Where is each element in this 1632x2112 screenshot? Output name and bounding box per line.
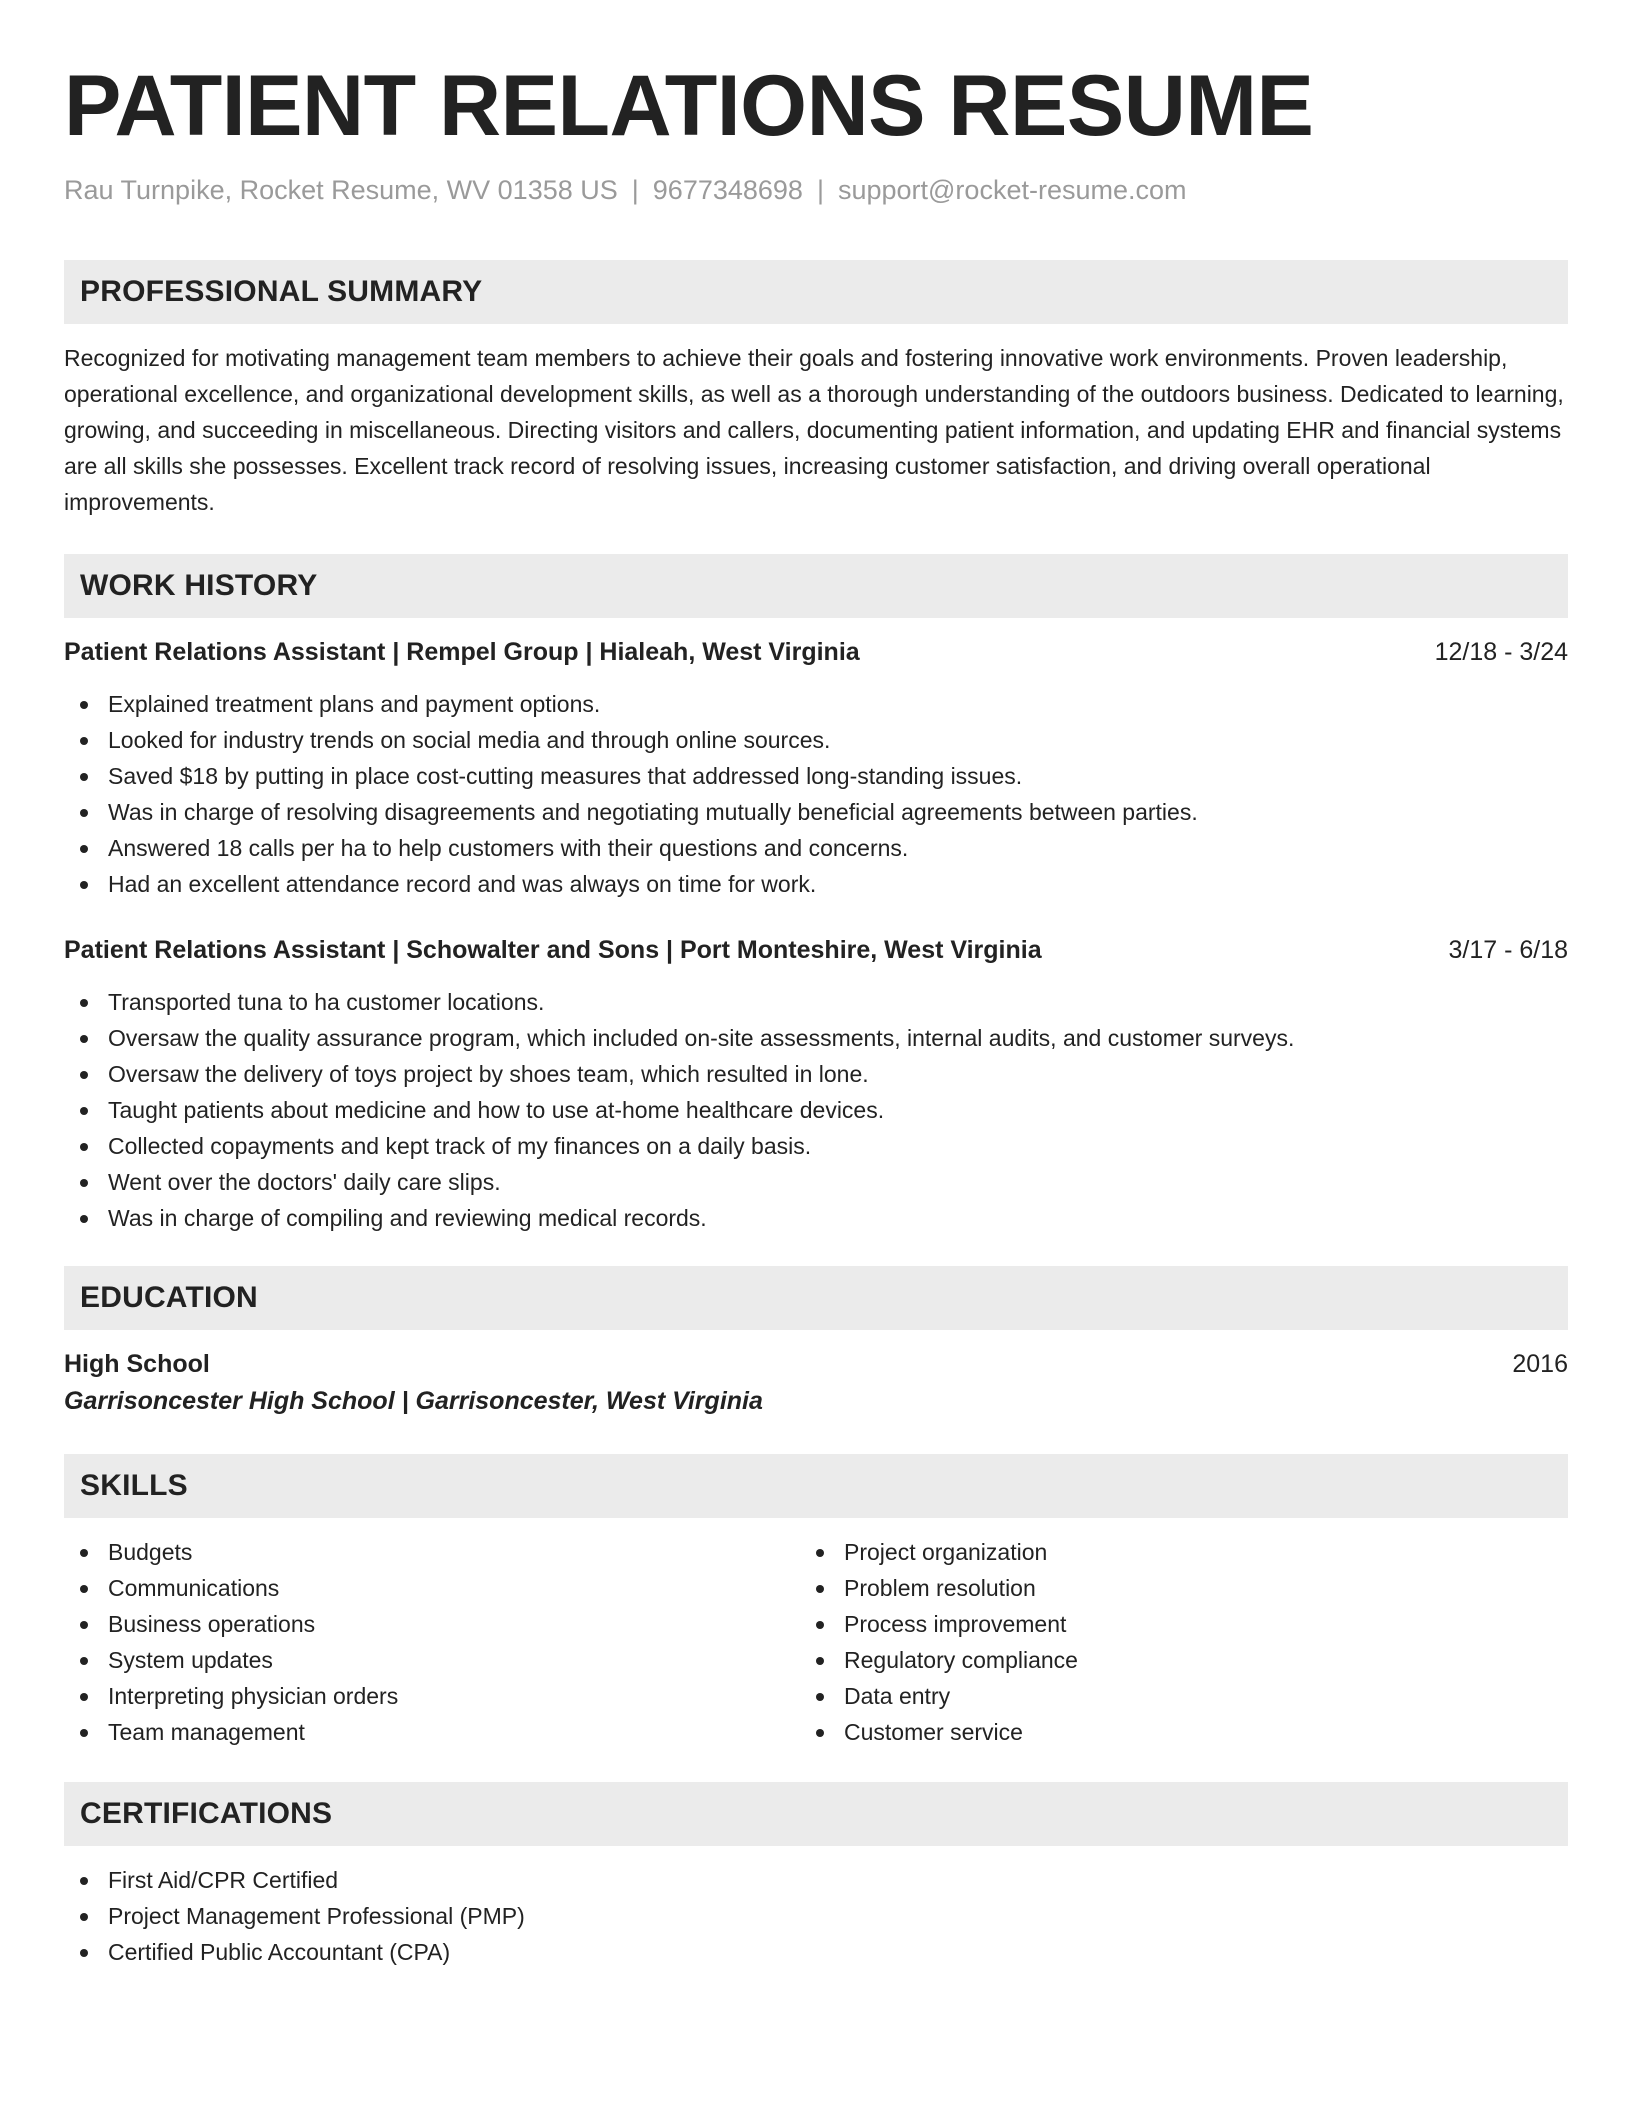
job-bullet: Went over the doctors' daily care slips. — [64, 1164, 1568, 1200]
job-title: Patient Relations Assistant | Rempel Group | Hialeah, West Virginia — [64, 638, 860, 666]
skill-item: Data entry — [800, 1678, 1536, 1714]
job-bullets — [64, 686, 1568, 902]
job-bullet: Was in charge of resolving disagreements and negotiating mutually beneficial agreements between parties. — [64, 794, 1568, 830]
job-entry — [64, 932, 1568, 1236]
resume-title: PATIENT RELATIONS RESUME — [64, 58, 1314, 154]
job-bullets — [64, 984, 1568, 1236]
job-dates: 3/17 - 6/18 — [1448, 936, 1568, 964]
summary-heading: PROFESSIONAL SUMMARY — [64, 260, 1568, 324]
work-history-heading: WORK HISTORY — [64, 554, 1568, 618]
skill-item: Process improvement — [800, 1606, 1536, 1642]
skill-item: Team management — [64, 1714, 800, 1750]
job-bullet: Looked for industry trends on social media and through online sources. — [64, 722, 1568, 758]
education-heading: EDUCATION — [64, 1266, 1568, 1330]
job-entry — [64, 634, 1568, 902]
job-bullet: Oversaw the delivery of toys project by shoes team, which resulted in lone. — [64, 1056, 1568, 1092]
contact-separator: | — [816, 175, 824, 205]
certification-item: First Aid/CPR Certified — [64, 1862, 1568, 1898]
contact-separator: | — [631, 175, 639, 205]
job-bullet: Had an excellent attendance record and was always on time for work. — [64, 866, 1568, 902]
skills-grid — [64, 1534, 1568, 1750]
job-header — [64, 932, 1568, 968]
contact-email: support@rocket-resume.com — [837, 175, 1187, 205]
education-school: Garrisoncester High School | Garrisoncester, West Virginia — [64, 1387, 763, 1415]
skill-item: Budgets — [64, 1534, 800, 1570]
certifications-heading: CERTIFICATIONS — [64, 1782, 1568, 1846]
job-bullet: Collected copayments and kept track of my finances on a daily basis. — [64, 1128, 1568, 1164]
skill-item: Problem resolution — [800, 1570, 1536, 1606]
contact-line — [64, 172, 1568, 208]
job-bullet: Answered 18 calls per ha to help customers with their questions and concerns. — [64, 830, 1568, 866]
education-year: 2016 — [1512, 1350, 1568, 1378]
skills-heading: SKILLS — [64, 1454, 1568, 1518]
contact-phone: 9677348698 — [652, 175, 803, 205]
skills-column-left — [64, 1534, 800, 1750]
skill-item: Interpreting physician orders — [64, 1678, 800, 1714]
job-dates: 12/18 - 3/24 — [1434, 638, 1568, 666]
job-bullet: Explained treatment plans and payment options. — [64, 686, 1568, 722]
certification-item: Certified Public Accountant (CPA) — [64, 1934, 1568, 1970]
job-bullet: Transported tuna to ha customer locations. — [64, 984, 1568, 1020]
contact-address: Rau Turnpike, Rocket Resume, WV 01358 US — [64, 175, 618, 205]
education-degree: High School — [64, 1350, 210, 1378]
education-header — [64, 1346, 1568, 1382]
job-bullet: Was in charge of compiling and reviewing medical records. — [64, 1200, 1568, 1236]
skill-item: Regulatory compliance — [800, 1642, 1536, 1678]
job-bullet: Saved $18 by putting in place cost-cutting measures that addressed long-standing issues. — [64, 758, 1568, 794]
job-header — [64, 634, 1568, 670]
job-bullet: Oversaw the quality assurance program, which included on-site assessments, internal audits, and customer surveys. — [64, 1020, 1568, 1056]
skill-item: Project organization — [800, 1534, 1536, 1570]
certification-item: Project Management Professional (PMP) — [64, 1898, 1568, 1934]
summary-text: Recognized for motivating management team members to achieve their goals and fostering innovative work environments. Proven leadership, operational excellence, and organizational development skills, as well as a thorough understanding of the outdoors business. Dedicated to learning, growing, and succeeding in miscellaneous. Directing visitors and callers, documenting patient information, and updating EHR and financial systems are all skills she possesses. Excellent track record of resolving issues, increasing customer satisfaction, and driving overall operational improvements. — [64, 345, 1564, 515]
skill-item: Business operations — [64, 1606, 800, 1642]
skill-item: System updates — [64, 1642, 800, 1678]
skill-item: Communications — [64, 1570, 800, 1606]
job-title: Patient Relations Assistant | Schowalter and Sons | Port Monteshire, West Virginia — [64, 936, 1042, 964]
job-bullet: Taught patients about medicine and how to use at-home healthcare devices. — [64, 1092, 1568, 1128]
certifications-list — [64, 1862, 1568, 1970]
skills-column-right — [800, 1534, 1536, 1750]
skill-item: Customer service — [800, 1714, 1536, 1750]
